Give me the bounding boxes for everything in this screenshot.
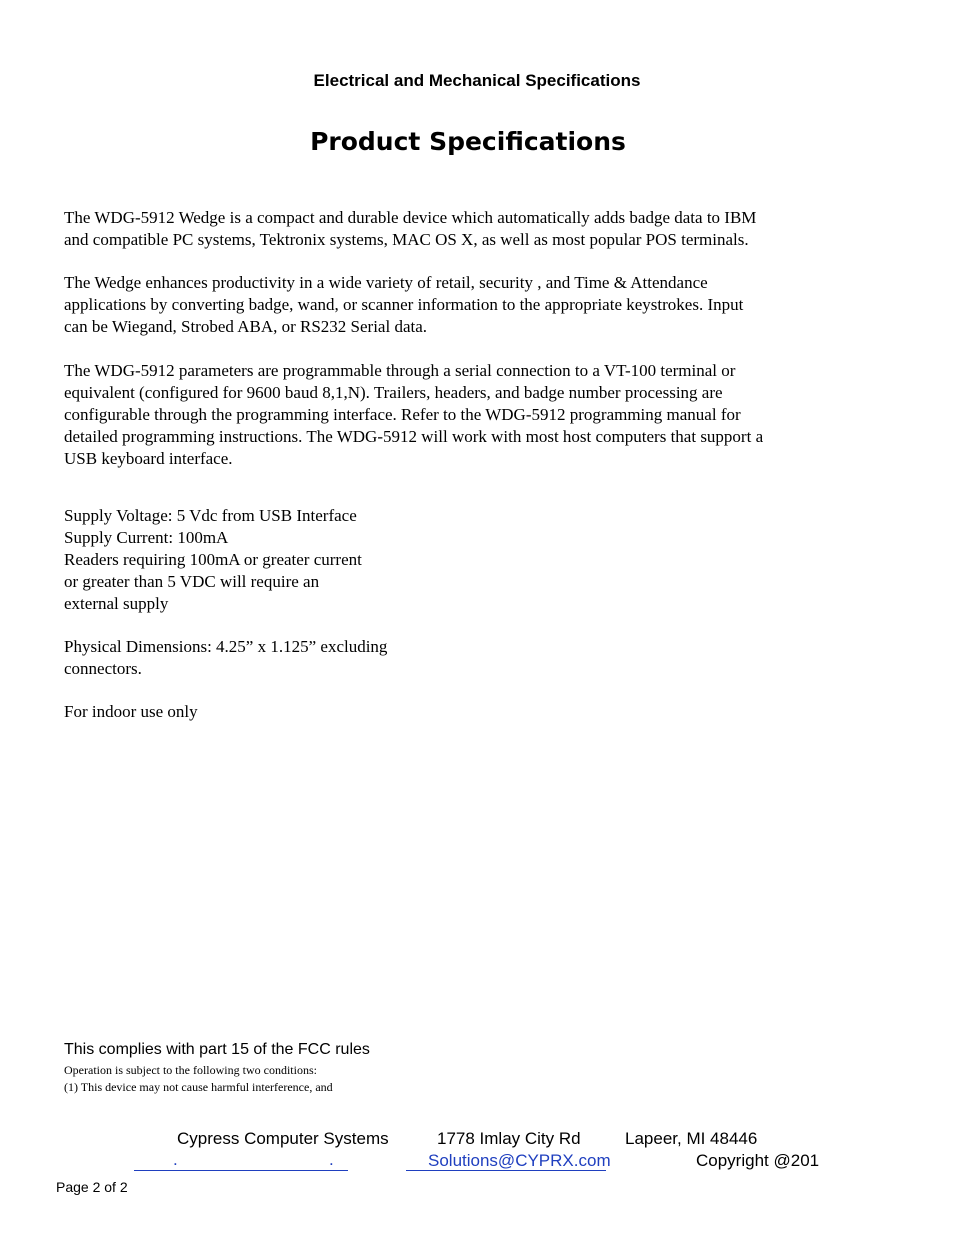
copyright-notice: Copyright @201: [696, 1151, 820, 1170]
spec-line: Readers requiring 100mA or greater current: [64, 550, 362, 569]
dimension-specs: [64, 636, 864, 680]
paragraph-line: applications by converting badge, wand, or scanner information to the appropriate keystrokes. Input: [64, 295, 744, 314]
spec-line: Supply Voltage: 5 Vdc from USB Interface: [64, 506, 357, 525]
paragraph-line: detailed programming instructions. The WDG-5912 will work with most host computers that support a: [64, 427, 764, 446]
paragraph-line: The Wedge enhances productivity in a wide variety of retail, security , and Time & Attendance: [64, 273, 708, 292]
section-title: Electrical and Mechanical Specifications: [313, 71, 641, 90]
spec-line: connectors.: [64, 659, 142, 678]
spec-line: Supply Current: 100mA: [64, 528, 229, 547]
spec-line: For indoor use only: [64, 702, 198, 721]
spec-line: Physical Dimensions: 4.25” x 1.125” excluding: [64, 637, 388, 656]
email-link[interactable]: Solutions@CYPRX.com: [428, 1151, 611, 1170]
website-link-dot[interactable]: .: [329, 1150, 334, 1169]
paragraph-line: The WDG-5912 Wedge is a compact and durable device which automatically adds badge data to IBM: [64, 208, 757, 227]
spec-line: external supply: [64, 594, 169, 613]
page-title: Product Specifications: [310, 127, 626, 156]
paragraph-line: equivalent (configured for 9600 baud 8,1,N). Trailers, headers, and badge number processing are: [64, 383, 723, 402]
fcc-statement: This complies with part 15 of the FCC rules: [64, 1041, 370, 1058]
intro-paragraph: [64, 207, 864, 251]
paragraph-line: The WDG-5912 parameters are programmable through a serial connection to a VT-100 terminal or: [64, 361, 736, 380]
paragraph-line: USB keyboard interface.: [64, 449, 233, 468]
paragraph-line: and compatible PC systems, Tektronix systems, MAC OS X, as well as most popular POS terminals.: [64, 230, 749, 249]
programming-paragraph: [64, 360, 864, 470]
fcc-condition-1: (1) This device may not cause harmful interference, and: [64, 1080, 333, 1094]
company-address: 1778 Imlay City Rd: [437, 1129, 581, 1148]
indoor-use-note: [64, 701, 864, 723]
company-name: Cypress Computer Systems: [177, 1129, 389, 1148]
productivity-paragraph: [64, 272, 864, 338]
fcc-condition-intro: Operation is subject to the following two conditions:: [64, 1063, 317, 1077]
paragraph-line: configurable through the programming interface. Refer to the WDG-5912 programming manual for: [64, 405, 741, 424]
page-number: Page 2 of 2: [56, 1179, 128, 1195]
website-link-underline[interactable]: [134, 1170, 348, 1171]
supply-specs: [64, 505, 864, 615]
company-city: Lapeer, MI 48446: [625, 1129, 758, 1148]
website-link-dot[interactable]: .: [173, 1150, 178, 1169]
spec-line: or greater than 5 VDC will require an: [64, 572, 320, 591]
paragraph-line: can be Wiegand, Strobed ABA, or RS232 Serial data.: [64, 317, 428, 336]
